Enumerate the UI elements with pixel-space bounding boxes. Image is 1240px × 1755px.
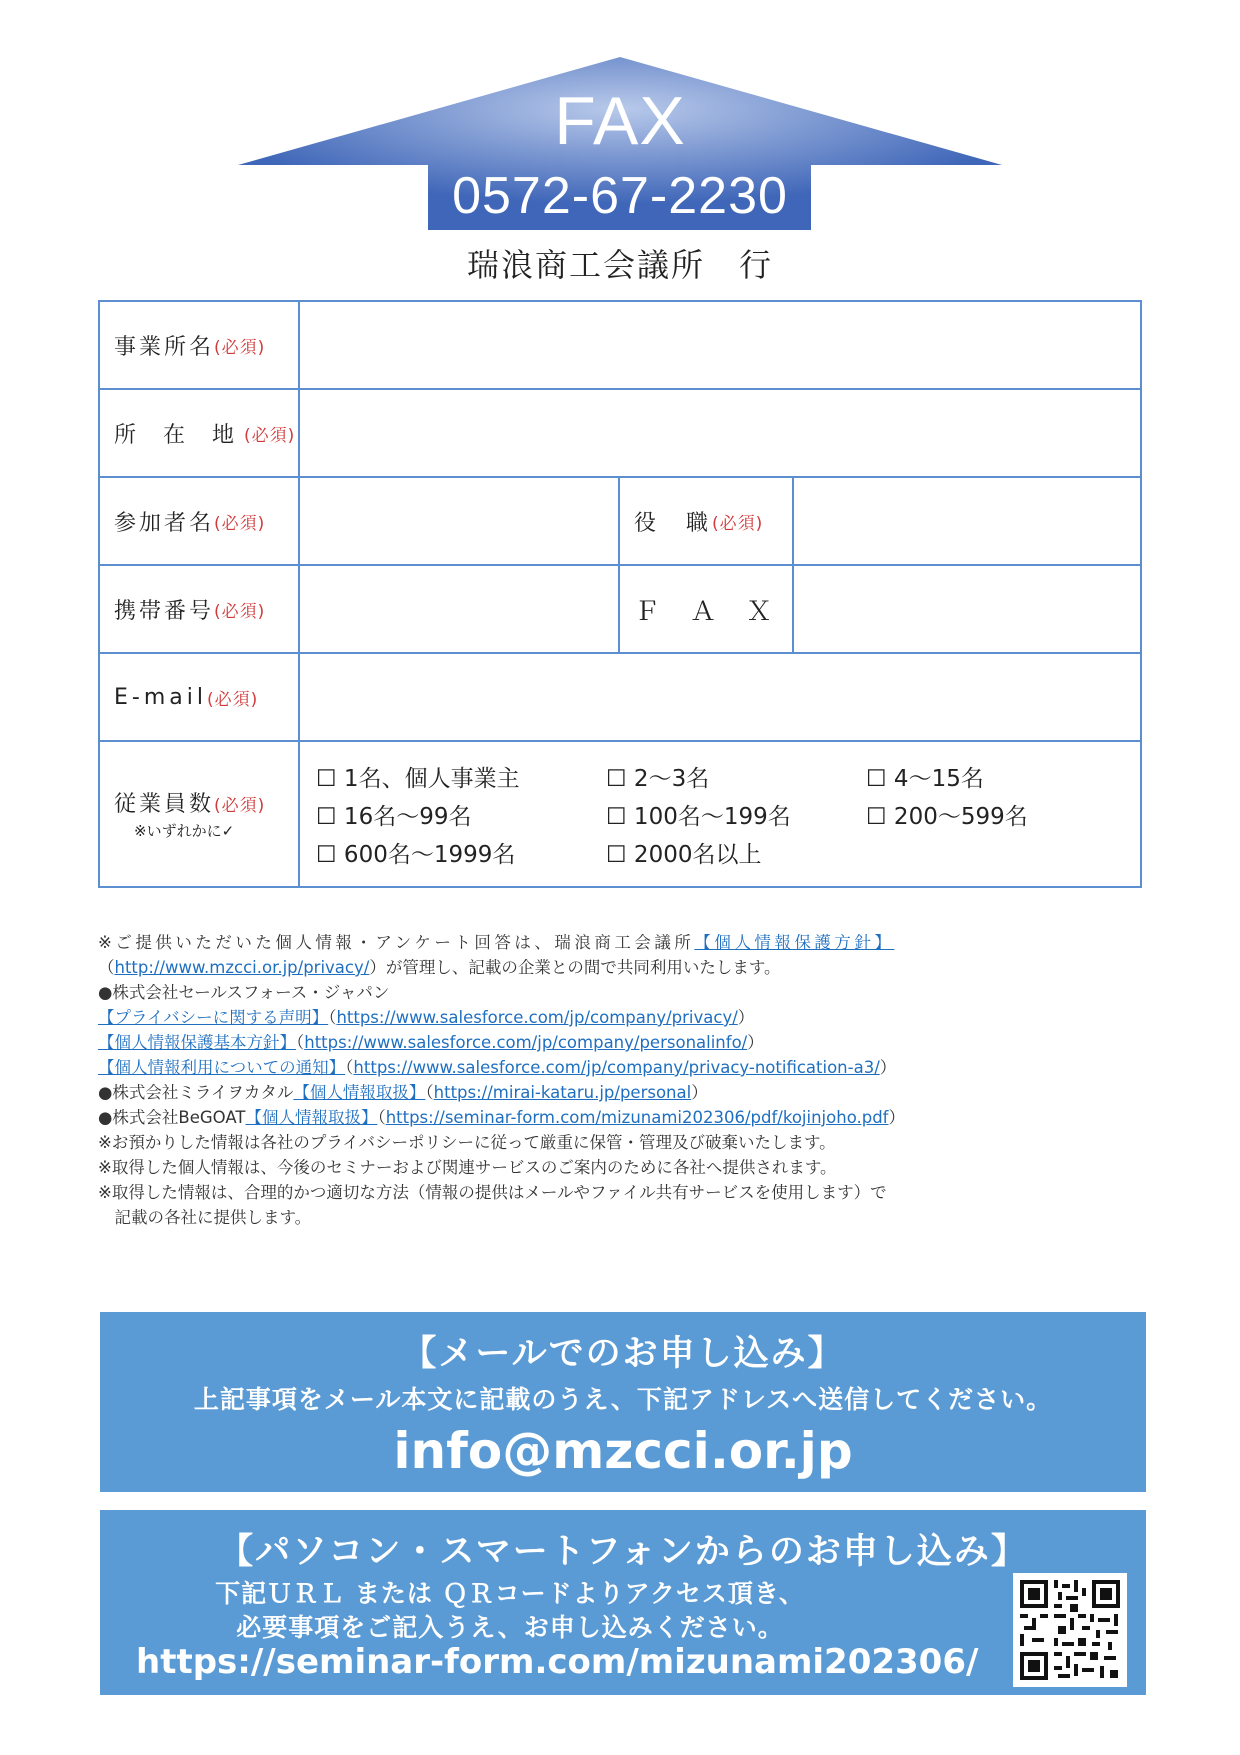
- mirai-link[interactable]: 【個人情報取扱】: [293, 1083, 426, 1102]
- employee-option-7[interactable]: ☐ 600名～1999名: [316, 842, 516, 868]
- sf-personal-line: 【個人情報保護基本方針】（https://www.salesforce.com/jp/company/personalinfo/）: [98, 1033, 764, 1052]
- employee-option-5[interactable]: ☐ 100名～199名: [606, 804, 791, 830]
- business-name-field[interactable]: [298, 300, 1142, 390]
- address-field[interactable]: [298, 388, 1142, 478]
- employee-option-3[interactable]: ☐ 4～15名: [866, 766, 984, 792]
- required-mark: (必須): [206, 689, 259, 710]
- business-name-label: 事業所名 (必須): [98, 300, 300, 390]
- mzcci-privacy-url[interactable]: http://www.mzcci.or.jp/privacy/: [114, 958, 370, 977]
- web-panel-instruction-1: 下記ＵＲＬ または ＱＲコードよりアクセス頂き、: [215, 1579, 805, 1608]
- web-apply-panel: [100, 1510, 1146, 1695]
- employees-label: 従業員数(必須) ※いずれかに✓: [98, 740, 300, 888]
- employee-option-4[interactable]: ☐ 16名～99名: [316, 804, 472, 830]
- employee-option-1[interactable]: ☐ 1名、個人事業主: [316, 766, 520, 792]
- participant-label: 参加者名 (必須): [98, 476, 300, 566]
- position-field[interactable]: [792, 476, 1142, 566]
- required-mark: (必須): [214, 601, 266, 622]
- fax-number: 0572-67-2230: [452, 167, 788, 225]
- email-field[interactable]: [298, 652, 1142, 742]
- address-label: 所 在 地 (必須): [98, 388, 300, 478]
- salesforce-heading: ●株式会社セールスフォース・ジャパン: [98, 983, 390, 1002]
- sf-privacy-link[interactable]: 【プライバシーに関する声明】: [98, 1008, 329, 1027]
- required-mark: (必須): [712, 513, 764, 534]
- mobile-field[interactable]: [298, 564, 620, 654]
- sf-privacy-line: 【プライバシーに関する声明】（https://www.salesforce.com/jp/company/privacy/）: [98, 1008, 755, 1027]
- sf-personal-link[interactable]: 【個人情報保護基本方針】: [98, 1033, 296, 1052]
- privacy-notes: [98, 930, 1148, 1230]
- mobile-label: 携帯番号 (必須): [98, 564, 300, 654]
- note-line-1: ※ご提供いただいた個人情報・アンケート回答は、瑞浪商工会議所【個人情報保護方針】: [98, 933, 895, 952]
- recipient: 瑞浪商工会議所 行: [466, 246, 773, 284]
- employees-options: [298, 740, 1142, 888]
- mirai-line: ●株式会社ミライヲカタル【個人情報取扱】（https://mirai-kataru.jp/personal）: [98, 1083, 708, 1102]
- web-url[interactable]: https://seminar-form.com/mizunami202306/: [136, 1642, 979, 1682]
- begoat-link[interactable]: 【個人情報取扱】: [245, 1108, 378, 1127]
- fax-label: Ｆ Ａ Ｘ: [618, 564, 794, 654]
- web-panel-instruction-2: 必要事項をご記入うえ、お申し込みください。: [236, 1613, 784, 1642]
- email-panel-instruction: 上記事項をメール本文に記載のうえ、下記アドレスへ送信してください。: [193, 1385, 1053, 1414]
- required-mark: (必須): [214, 337, 266, 358]
- qr-code-icon: [1013, 1573, 1127, 1687]
- begoat-url[interactable]: https://seminar-form.com/mizunami202306/pdf/kojinjoho.pdf: [385, 1108, 889, 1127]
- required-mark: (必須): [214, 796, 266, 816]
- participant-field[interactable]: [298, 476, 620, 566]
- sf-notice-link[interactable]: 【個人情報利用についての通知】: [98, 1058, 346, 1077]
- sf-privacy-url[interactable]: https://www.salesforce.com/jp/company/privacy/: [336, 1008, 738, 1027]
- privacy-policy-link[interactable]: 【個人情報保護方針】: [694, 933, 895, 952]
- web-panel-title: 【パソコン・スマートフォンからのお申し込み】: [218, 1532, 1028, 1572]
- qr-code[interactable]: [1013, 1573, 1127, 1687]
- required-mark: (必須): [244, 425, 296, 446]
- sf-notice-url[interactable]: https://www.salesforce.com/jp/company/privacy-notification-a3/: [353, 1058, 880, 1077]
- email-panel-title: 【メールでのお申し込み】: [401, 1334, 845, 1374]
- employee-option-2[interactable]: ☐ 2～3名: [606, 766, 710, 792]
- email-label: E-mail (必須): [98, 652, 300, 742]
- note-b: ※取得した個人情報は、今後のセミナーおよび関連サービスのご案内のために各社へ提供されます。: [98, 1158, 837, 1177]
- note-c: ※取得した情報は、合理的かつ適切な方法（情報の提供はメールやファイル共有サービスを使用します）で: [98, 1183, 887, 1202]
- fax-field[interactable]: [792, 564, 1142, 654]
- employee-option-6[interactable]: ☐ 200～599名: [866, 804, 1028, 830]
- begoat-line: ●株式会社BeGOAT【個人情報取扱】（https://seminar-form.com/mizunami202306/pdf/kojinjoho.pdf）: [98, 1108, 905, 1127]
- employees-note: ※いずれかに✓: [134, 822, 235, 840]
- fax-title: FAX: [554, 83, 686, 159]
- sf-notice-line: 【個人情報利用についての通知】（https://www.salesforce.com/jp/company/privacy-notification-a3/）: [98, 1058, 897, 1077]
- required-mark: (必須): [214, 513, 266, 534]
- sf-personal-url[interactable]: https://www.salesforce.com/jp/company/personalinfo/: [304, 1033, 748, 1052]
- email-address[interactable]: info@mzcci.or.jp: [393, 1422, 853, 1480]
- note-d: 記載の各社に提供します。: [98, 1208, 312, 1227]
- employee-option-8[interactable]: ☐ 2000名以上: [606, 842, 762, 868]
- mirai-url[interactable]: https://mirai-kataru.jp/personal: [433, 1083, 692, 1102]
- note-a: ※お預かりした情報は各社のプライバシーポリシーに従って厳重に保管・管理及び破棄いたします。: [98, 1133, 836, 1152]
- note-line-2: （http://www.mzcci.or.jp/privacy/）が管理し、記載の企業との間で共同利用いたします。: [98, 958, 781, 977]
- position-label: 役 職 (必須): [618, 476, 794, 566]
- email-apply-panel: [100, 1312, 1146, 1492]
